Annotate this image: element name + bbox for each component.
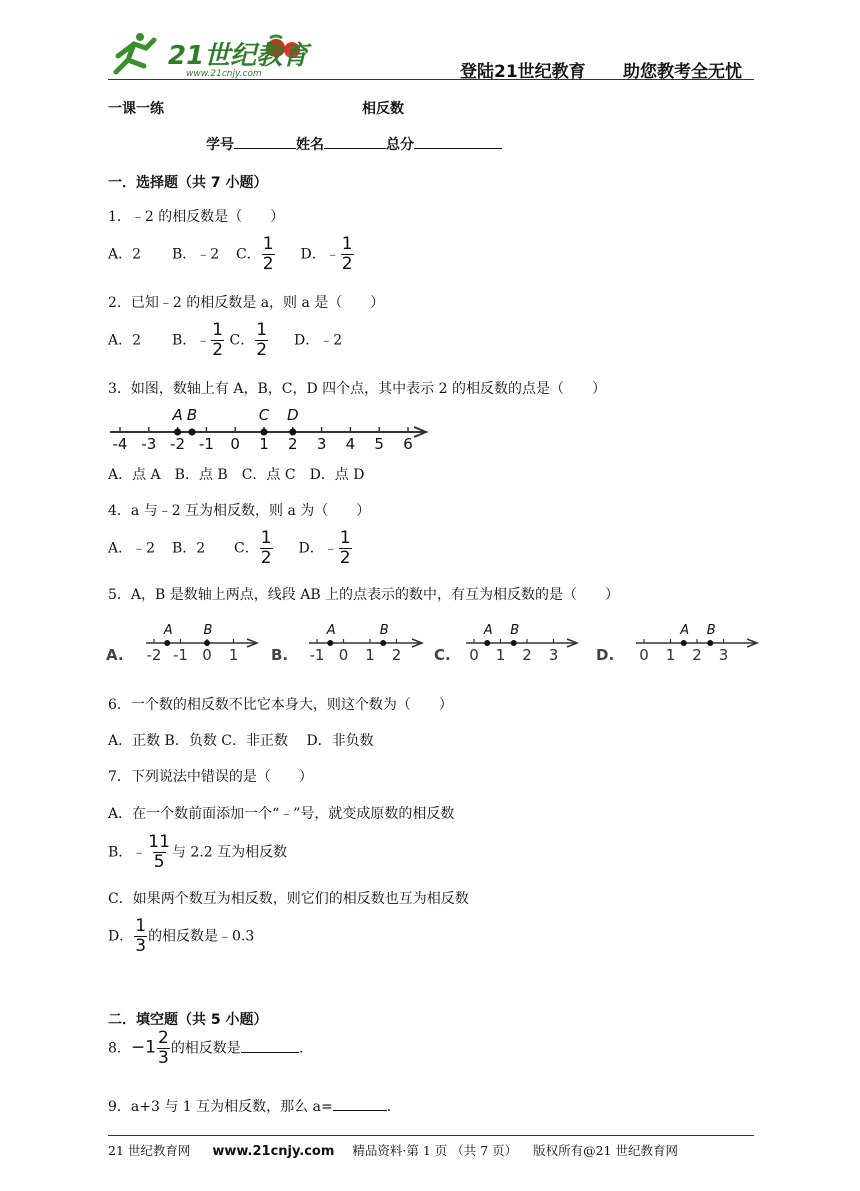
student-id-blank[interactable] [234,148,296,149]
question-7-stem: 7．下列说法中错误的是（ ） [108,769,313,785]
point-label: A [326,623,336,638]
option-b: B．﹣ [171,332,211,349]
point-marker [484,640,490,646]
score-label: 总分 [386,137,414,153]
header-slogan-left: 登陆21世纪教育 [460,62,586,82]
tick-label: 2 [522,646,532,664]
point-marker [289,429,296,436]
point-marker [164,640,170,646]
point-label: B [203,623,213,638]
site-logo [110,28,320,80]
tick-label: -2 [170,435,186,453]
option-a: A．2 [108,332,142,349]
score-blank[interactable] [414,148,502,149]
tick-label: 1 [665,646,676,664]
tick-label: 1 [365,646,375,664]
option-d-number-line[interactable] [596,623,757,664]
header-rule [108,79,754,80]
question-6-stem: 6．一个数的相反数不比它本身大，则这个数为（ ） [108,697,453,713]
tick-label: 1 [228,646,239,664]
logo-url: www.21cnjy.com [186,69,262,79]
option-c: C． [236,246,261,263]
question-6-options: A．正数 B．负数 C．非正数 D．非负数 [108,733,374,749]
point-label: B [379,623,389,638]
point-label: B [706,623,716,638]
point-label: D [287,406,299,424]
tick-label: 2 [692,646,702,664]
tick-label: 2 [288,435,298,453]
tick-label: 6 [403,435,413,453]
section-heading-fill: 二．填空题（共 5 小题） [108,1012,268,1028]
page-title: 相反数 [362,101,404,117]
point-marker [327,640,333,646]
point-label: A [483,623,493,638]
tick-label: 5 [374,435,384,453]
tick-label: -1 [173,646,188,664]
answer-blank[interactable] [241,1052,299,1053]
question-5-stem: 5．A，B 是数轴上两点，线段 AB 上的点表示的数中，有互为相反数的是（ ） [108,587,620,603]
footer-page-info: 精品资料·第 1 页 （共 7 页） [352,1143,518,1158]
option-number-lines [104,615,760,675]
option-c: C． [229,332,255,349]
point-marker [707,640,713,646]
page-footer [108,1141,678,1159]
point-label: B [510,623,520,638]
fraction: $\frac{1}{3}$ [135,916,147,956]
question-4-options [108,530,353,567]
footer-site-name: 21 世纪教育网 [108,1143,191,1158]
student-id-label: 学号 [206,137,234,153]
option-b: B．2 [171,540,206,557]
fraction: $\frac{1}{2}$ [341,234,353,274]
section-heading-choice: 一．选择题（共 7 小题） [108,175,268,191]
option-letter: C. [434,646,451,664]
option-letter: D. [596,646,615,664]
option-c: C． [234,540,259,557]
fraction: $\frac{1}{2}$ [212,320,224,360]
point-marker [380,640,386,646]
option-letter: B. [271,646,289,664]
tick-label: 3 [718,646,729,664]
option-d: D．﹣2 [293,332,343,349]
point-marker [681,640,687,646]
tick-label: -1 [309,646,325,664]
footer-rule [108,1135,754,1136]
question-2-stem: 2．已知﹣2 的相反数是 a，则 a 是（ ） [108,295,385,311]
option-d: D．﹣ [300,246,340,263]
point-marker [204,640,210,646]
point-label: A [680,623,690,638]
option-b-number-line[interactable] [271,623,422,664]
name-label: 姓名 [296,137,324,153]
tick-label: 0 [639,646,649,664]
logo-text: 21世纪教育 [168,41,309,71]
question-7-option-b: B．﹣ $\frac{11}{5}$ 与 2.2 互为相反数 [108,832,288,872]
name-blank[interactable] [324,148,386,149]
point-label: C [258,406,270,424]
tick-label: 4 [345,435,356,453]
point-marker [174,429,181,436]
point-label: B [186,406,198,424]
tick-label: 2 [391,646,402,664]
question-2-options [108,322,342,359]
tick-label: 0 [469,646,479,664]
tick-label: 3 [316,435,327,453]
tick-label: -4 [112,435,128,453]
option-a: A．2 [108,246,142,263]
question-1-stem: 1．﹣2 的相反数是（ ） [108,209,285,225]
mixed-number-whole: −1 [130,1037,156,1058]
option-letter: A. [106,646,124,664]
tick-label: 3 [548,646,559,664]
footer-copyright: 版权所有@21 世纪教育网 [533,1143,678,1158]
option-c-number-line[interactable] [434,623,577,664]
point-label: A [172,406,183,424]
tick-label: 0 [202,646,212,664]
question-7-option-a: A．在一个数前面添加一个“﹣”号，就变成原数的相反数 [108,806,455,822]
question-1-options [108,236,355,273]
student-info-row [206,134,502,154]
tick-label: 1 [495,646,506,664]
question-7-option-c: C．如果两个数互为相反数，则它们的相反数也互为相反数 [108,891,469,907]
question-3-stem: 3．如图，数轴上有 A，B，C，D 四个点，其中表示 2 的相反数的点是（ ） [108,381,606,397]
tick-label: 0 [230,435,240,453]
question-3-options: A．点 A B．点 B C．点 C D．点 D [108,467,365,483]
option-a: A．﹣2 [108,540,156,557]
option-b: B．﹣2 [171,246,220,263]
option-a-number-line[interactable] [106,623,257,664]
fraction: $\frac{2}{3}$ [157,1028,169,1068]
runner-icon [116,33,154,72]
fraction: $\frac{1}{2}$ [260,528,272,568]
tick-label: 0 [338,646,349,664]
fraction: $\frac{11}{5}$ [148,832,170,872]
tick-label: -2 [146,646,162,664]
point-marker [511,640,517,646]
question-8: 8．−1 $\frac{2}{3}$ 的相反数是 . [108,1028,304,1068]
option-d: D．﹣ [298,540,338,557]
fraction: $\frac{1}{2}$ [262,234,274,274]
fraction: $\frac{1}{2}$ [339,528,351,568]
question-4-stem: 4．a 与﹣2 互为相反数，则 a 为（ ） [108,503,371,519]
answer-blank[interactable] [333,1110,387,1111]
point-marker [189,429,196,436]
tick-label: -3 [141,435,157,453]
fraction: $\frac{1}{2}$ [256,320,268,360]
point-label: A [163,623,173,638]
footer-url[interactable]: www.21cnjy.com [212,1144,335,1159]
header-slogan-right: 助您教考全无忧 [623,62,742,82]
point-marker [261,429,268,436]
question-9: 9．a+3 与 1 互为相反数，那么 a= . [108,1099,392,1115]
question-7-option-d: D． $\frac{1}{3}$ 的相反数是﹣0.3 [108,916,255,956]
number-line-figure [108,400,433,455]
tick-label: 1 [259,435,269,453]
subject-label: 一课一练 [108,101,164,117]
tick-label: -1 [198,435,214,453]
